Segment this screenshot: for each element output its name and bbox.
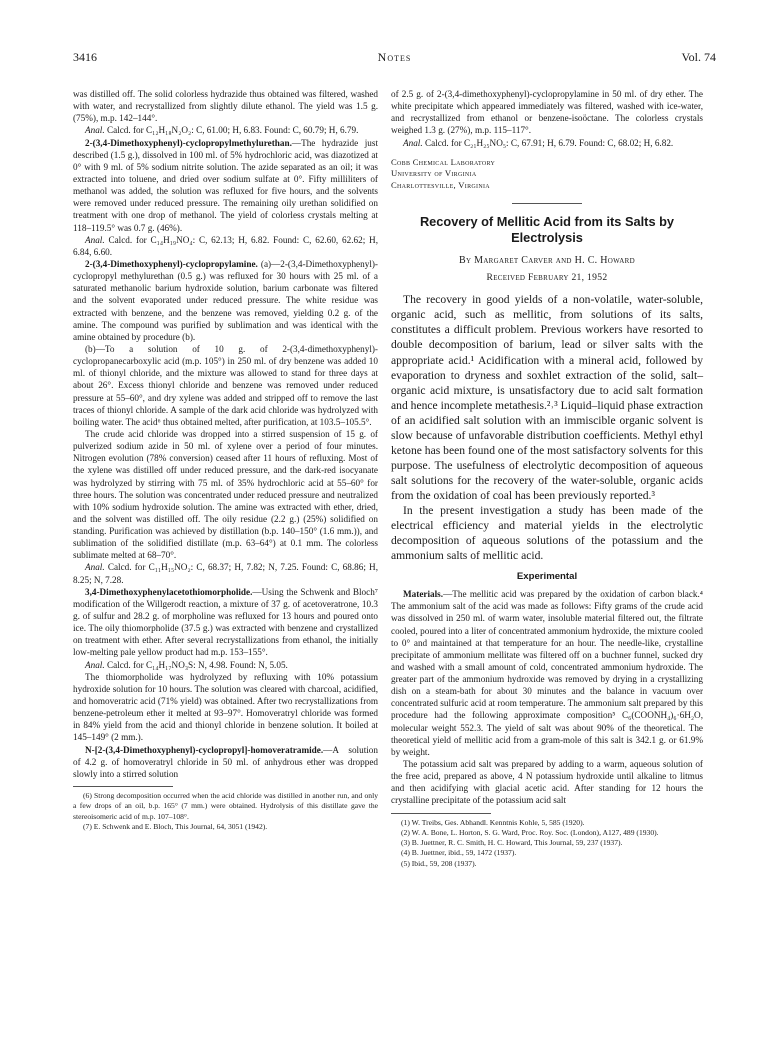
paragraph: was distilled off. The solid colorless hydrazide thus obtained was filtered, washed with water, and recrystallized from slightly dilute ethanol. The yield was 1.5 g. (75%), m.p. 142–144°. (73, 89, 378, 124)
left-column (73, 88, 378, 832)
footnote: (2) W. A. Bone, L. Horton, S. G. Ward, Proc. Roy. Soc. (London), A127, 489 (1930). (401, 827, 659, 837)
footnote: (7) E. Schwenk and E. Bloch, This Journal, 64, 3051 (1942). (83, 821, 268, 831)
received-date: Received February 21, 1952 (486, 271, 608, 283)
article-authors: By Margaret Carver and H. C. Howard (459, 255, 635, 267)
analysis-label: Anal. (85, 234, 105, 245)
analysis-label: Anal. (85, 562, 105, 573)
footnote-divider (73, 786, 173, 787)
affiliation-line: Charlottesville, Virginia (391, 179, 490, 190)
paragraph: of 2.5 g. of 2-(3,4-dimethoxyphenyl)-cyclopropylamine in 50 ml. of dry ether. The white precipitate which appeared immediately was filtered, washed with ice-water, and recrystallized from ethanol or benzene-isoöctane. The colorless crystals weighed 1.3 g. (27%), m.p. 115–117°. (391, 89, 703, 136)
section-title: Notes (377, 50, 412, 64)
paragraph-text: —A solution of 4.2 g. of homoveratryl chloride in 50 ml. of anhydrous ether was dropped slowly into a stirred solution (73, 744, 378, 779)
compound-heading: 2-(3,4-Dimethoxyphenyl)-cyclopropylmethylurethan. (85, 137, 292, 148)
analysis-values: Calcd. for C₁₄H₁₉NO₄: C, 62.13; H, 6.82. Found: C, 62.60, 62.62; H, 6.84, 6.60. (73, 234, 378, 257)
footnote: (4) B. Juettner, ibid., 59, 1472 (1937). (401, 848, 517, 858)
intro-paragraph: The recovery in good yields of a non-volatile, water-soluble, organic acid, such as mellitic, from solutions of its salts, constitutes a difficult problem. Previous workers have resorted to double decomposition of barium, lead or silver salts with the appropriate acid.¹ Acidification with a mineral acid, followed by evaporation to dryness and soxhlet extraction of the solid, salt–organic acid mixture, is unsatisfactory due to acid salt formation and hence incomplete metathesis.²˒³ Liquid–liquid phase extraction of an acidified salt solution with an immiscible organic solvent is slow because of unfavorable distribution coefficients. Methyl ethyl ketone has been found one of the most satisfactory solvents for this purpose. The usefulness of electrolytic decomposition of aqueous salt solutions for the recovery of the water-soluble, organic acids from the oxidation of coal has been previously reported.³ (391, 293, 703, 503)
subsection-heading: Materials. (403, 589, 444, 600)
paragraph: The thiomorpholide was hydrolyzed by refluxing with 10% potassium hydroxide solution for 10 hours. The solution was cleared with charcoal, acidified, and homoveratric acid (71% yield) was obtained. After two recrystallizations from benzene-petroleum ether it melted at 93–97°. Homoveratryl chloride was formed in 84% yield from the acid and thionyl chloride in benzene solution. It boiled at 145–149° (2 mm.). (73, 671, 378, 743)
paragraph-text: —The mellitic acid was prepared by the oxidation of carbon black.⁴ The ammonium salt of the acid was made as follows: Fifty grams of the crude acid was dissolved in 250 ml. of warm water, insoluble material filtered out, the filtrate cooled, poured into a liter of concentrated ammonium hydroxide, the mixture cooled to 0° and maintained at that temperature for an hour. The needle-like, crystalline precipitate of ammonium mellitate was filtered off on a buchner funnel, sucked dry and washed with a small amount of cold, concentrated ammonium hydroxide. The greater part of the ammonium hydroxide was removed by drying in a crystallizing dish on a steam-bath for about 30 minutes and the balance in vacuum over concentrated sulfuric acid at room temperature. The ammonium salt prepared by this procedure had the following approximate composition⁵ C₆(COONH₄)₆·6H₂O, molecular weight 552.3. The yield of salt was about 90% of the theoretical. The theoretical yield of mellitic acid from a gram-mole of this salt is 342.1 g. or 61.9% by weight. (391, 589, 703, 757)
paragraph (73, 744, 378, 780)
affiliation-line: Cobb Chemical Laboratory (391, 156, 496, 167)
paragraph-text: —The hydrazide just described (1.5 g.), dissolved in 100 ml. of 5% hydrochloric acid, was diazotized at 0° with 9 ml. of 5% sodium nitrite solution. The azide separated as an oil; it was extracted into toluene, and dried over sodium sulfate at 0°. Fifty milliliters of methanol was added, the solution was refluxed for five hours, and the solvents were removed under reduced pressure. The remaining oily urethan solidified on treatment with one drop of methanol. The yield of colorless crystals melting at 118–119.5° was 0.7 g. (46%). (73, 137, 378, 233)
analysis-label: Anal. (403, 137, 423, 148)
compound-heading: 3,4-Dimethoxyphenylacetothiomorpholide. (85, 586, 253, 597)
analysis-values: Calcd. for C₂₁H₂₅NO₅: C, 67.91; H, 6.79. Found: C, 68.02; H, 6.82. (422, 137, 674, 148)
paragraph (73, 137, 378, 234)
paragraph (73, 586, 378, 659)
footnotes (73, 791, 378, 832)
footnote: (5) Ibid., 59, 208 (1937). (401, 858, 477, 868)
analysis-line (73, 234, 378, 258)
analysis-line (73, 124, 378, 136)
intro-paragraph: In the present investigation a study has been made of the electrical efficiency and material yields in the electrolytic decomposition of aqueous solutions of the potassium and the ammonium salts of mellitic acid. (391, 504, 703, 563)
analysis-values: Calcd. for C₁₄H₁₇NO₃S: N, 4.98. Found: N, 5.05. (104, 659, 288, 670)
footnote-divider (391, 813, 491, 814)
analysis-line (73, 659, 378, 671)
analysis-values: Calcd. for C₁₂H₁₈N₂O₂: C, 61.00; H, 6.83. Found: C, 60.79; H, 6.79. (104, 125, 359, 136)
paragraph: The potassium acid salt was prepared by adding to a warm, aqueous solution of the free acid, prepared as above, 4 N potassium hydroxide until alkaline to litmus and then acidifying with glacial acetic acid. After standing for 12 hours the crystalline precipitate of the potassium acid salt (391, 759, 703, 806)
affiliation-line: University of Virginia (391, 168, 477, 179)
paragraph: The crude acid chloride was dropped into a stirred suspension of 15 g. of pulverized sodium azide in 50 ml. of xylene over a period of four minutes. Nitrogen evolution (78% conversion) ceased after 11 hours of refluxing. Most of the xylene was distilled off under reduced pressure, and the dark-red isocyanate was hydrolyzed by stirring with 75 ml. of 35% hydrochloric acid at 55–60° for three hours. The solution was concentrated under reduced pressure and neutralized with 10% sodium hydroxide solution. The amine was extracted with ether, dried, and the solvent was distilled off. The oily residue (2.2 g.) (25%) solidified on standing. Purification was achieved by distillation (b.p. 140–150° (1.6 mm.)), and sublimation of the solidified distillate (m.p. 63–64°) at 0.1 mm. The colorless sublimate melted at 68–70°. (73, 428, 378, 561)
page-number: 3416 (73, 50, 97, 64)
analysis-values: Calcd. for C₁₁H₁₅NO₂: C, 68.37; H, 7.82; N, 7.25. Found: C, 68.86; H, 8.25; N, 7.28. (73, 562, 378, 585)
compound-heading: N-[2-(3,4-Dimethoxyphenyl)-cyclopropyl]-homoveratramide. (85, 744, 324, 755)
paragraph: (b)—To a solution of 10 g. of 2-(3,4-dimethoxyphenyl)-cyclopropanecarboxylic acid (m.p. 105°) in 250 ml. of dry benzene was added 10 ml. of thionyl chloride, and the mixture was allowed to stand for three days at about 26°. Excess thionyl chloride and benzene was removed under reduced pressure at 55–60°, and dry xylene was added and stripped off to remove the last traces of thionyl chloride. A sample of the dark acid chloride was hydrolyzed with boiling water. The acid⁶ thus obtained melted, after purification, at 103.5–105.5°. (73, 343, 378, 427)
paragraph-text: (a)—2-(3,4-Dimethoxyphenyl)-cyclopropyl methylurethan (0.5 g.) was refluxed for 30 hours with 25 ml. of a saturated methanolic barium hydroxide solution, barium carbonate was filtered and the solvent evaporated under reduced pressure. The white residue was extracted with benzene, and the benzene was removed, yielding 0.2 g. of the amine. The compound was purified by sublimation and was identical with the amine obtained by procedure (b). (73, 258, 378, 342)
page-header (73, 50, 716, 66)
footnote: (3) B. Juettner, R. C. Smith, H. C. Howard, This Journal, 59, 237 (1937). (401, 838, 623, 848)
analysis-line (391, 137, 703, 149)
paragraph-text: —Using the Schwenk and Bloch⁷ modification of the Willgerodt reaction, a mixture of 37 g. of acetoveratrone, 10.3 g. of sulfur and 28.2 g. of morpholine was refluxed for 13 hours and poured onto ice. The oily thiomorpholide (37.5 g.) was extracted with benzene and crystallized on treatment with ether. After several recrystallizations from ethanol, the initially low-melting pale yellow product had m.p. 153–155°. (73, 586, 378, 658)
affiliation (391, 157, 703, 192)
analysis-label: Anal. (85, 659, 105, 670)
section-heading: Experimental (516, 571, 578, 583)
analysis-label: Anal. (85, 125, 105, 136)
footnote: (6) Strong decomposition occurred when the acid chloride was distilled in another run, and only a few drops of an oil, b.p. 165° (7 mm.) were obtained. Hydrolysis of this distillate gave the stereoisomeric acid of m.p. 107–108°. (73, 791, 378, 821)
right-column (391, 88, 703, 869)
article-title: Recovery of Mellitic Acid from its Salts by Electrolysis (419, 214, 675, 246)
footnote: (1) W. Treibs, Ges. Abhandl. Kenntnis Kohle, 5, 585 (1920). (401, 817, 585, 827)
footnotes (391, 818, 703, 869)
article-separator (512, 203, 582, 204)
analysis-line (73, 561, 378, 585)
volume-label: Vol. 74 (681, 50, 716, 64)
compound-heading: 2-(3,4-Dimethoxyphenyl)-cyclopropylamine. (85, 258, 258, 269)
paragraph (391, 588, 703, 758)
paragraph (73, 258, 378, 343)
